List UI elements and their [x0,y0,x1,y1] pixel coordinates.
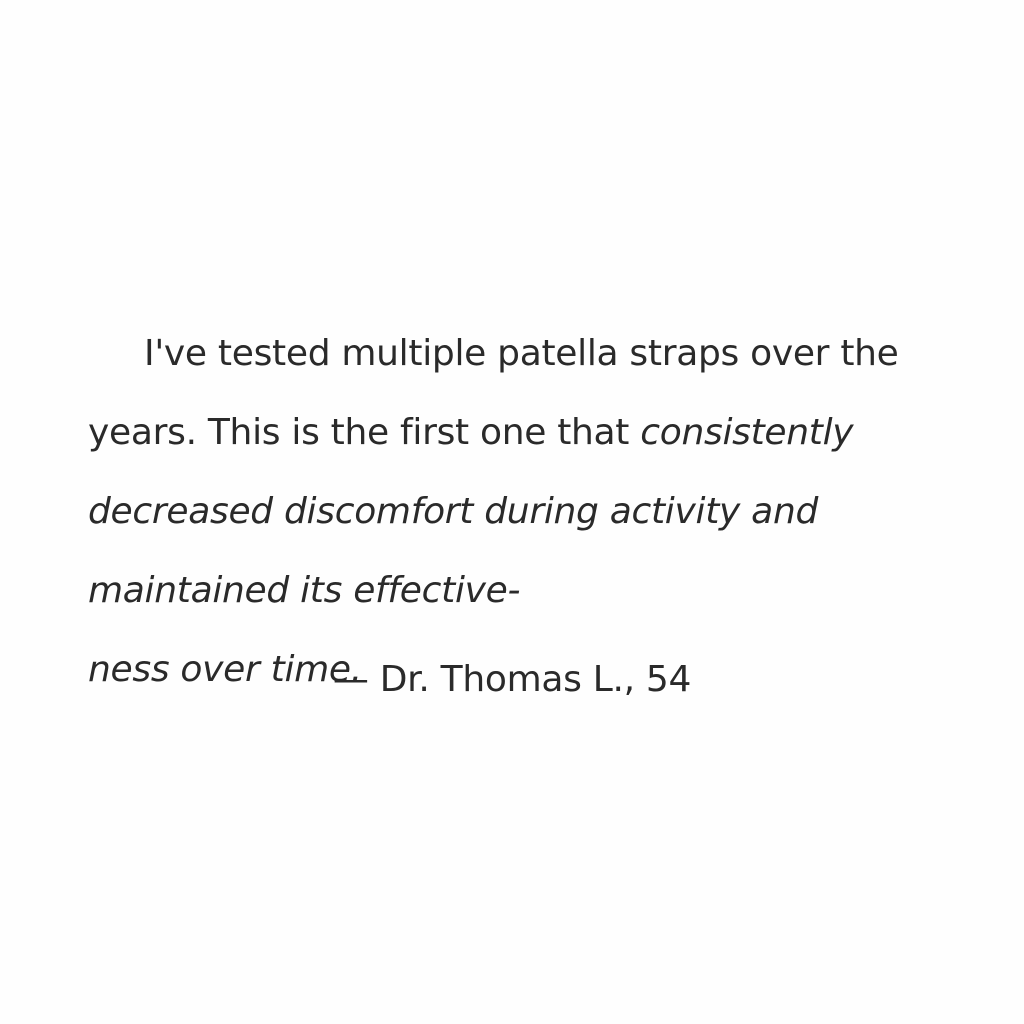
quote-emphasis-part-1: consistently decreased discomfort during activity and maintained its effective [88,412,854,611]
quote-emphasis-part-2: ness over time. [88,649,362,690]
quote-emphasis-text: consistently decreased discomfort during activity and maintained its effective- ness over time. [88,412,854,690]
quote-plain-text: I've tested multiple patella straps over the years. This is the first one that [88,333,899,453]
quote-attribution: — Dr. Thomas L., 54 [332,659,692,700]
